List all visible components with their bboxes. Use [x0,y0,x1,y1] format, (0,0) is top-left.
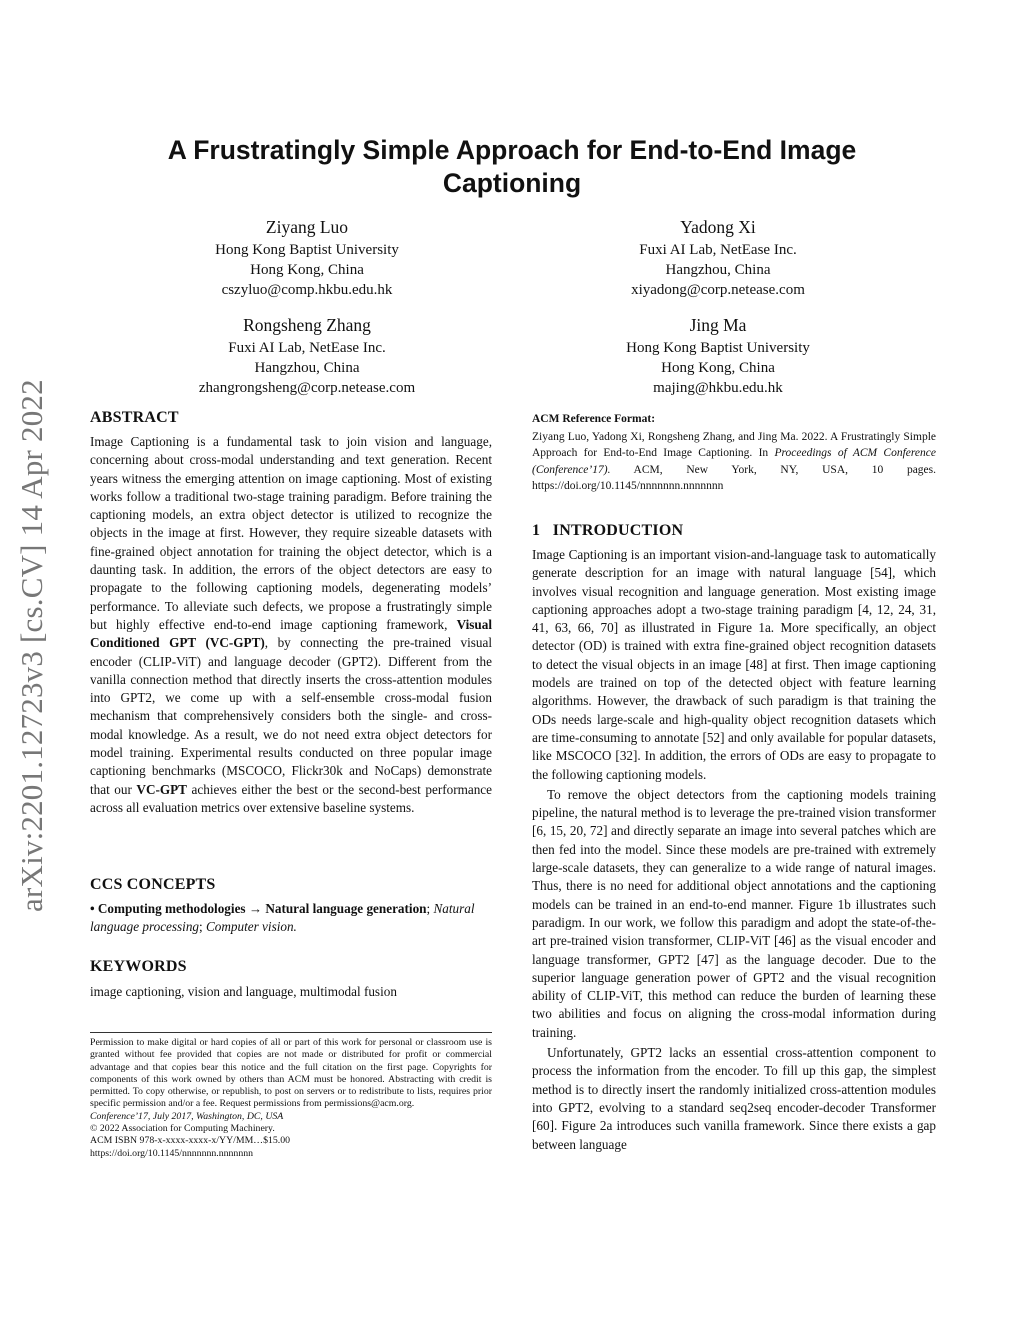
author-email: zhangrongsheng@corp.netease.com [198,380,416,396]
author-name: Rongsheng Zhang [243,315,371,335]
ccs-italic: Computer vision. [206,919,297,935]
conference-line: Conference’17, July 2017, Washington, DC, USA [90,1110,284,1122]
arxiv-side-label: arXiv:2201.12723v3 [cs.CV] 14 Apr 2022 [14,379,49,912]
ccs-bold: • Computing methodologies → Natural language generation [90,901,427,916]
ccs-heading: CCS CONCEPTS [90,876,216,893]
acm-ref-italic: Proceedings of ACM Conference (Conference’17). [532,447,936,476]
ccs-text: • Computing methodologies → Natural language generation; Natural language processing; Computer vision. [90,901,475,935]
author-email: majing@hkbu.edu.hk [653,380,783,396]
isbn-line: ACM ISBN 978-x-xxxx-xxxx-x/YY/MM…$15.00 [90,1135,291,1147]
author-name: Ziyang Luo [265,217,349,237]
ccs-sep: ; [426,901,434,916]
paper-title: A Frustratingly Simple Approach for End-to-End Image Captioning [167,135,857,198]
acm-ref-part: ACM, New York, NY, USA, 10 pages. https://doi.org/10.1145/nnnnnnn.nnnnnnn [532,463,936,493]
acm-ref-text [532,429,936,495]
acm-ref-heading: ACM Reference Format: [532,413,656,425]
author-block [127,216,487,300]
author-affiliation: Hong Kong Baptist University [626,340,810,356]
author-email: cszyluo@comp.hkbu.edu.hk [221,282,393,298]
author-affiliation: Fuxi AI Lab, NetEase Inc. [639,242,797,258]
abstract-bold: Visual Conditioned GPT (VC-GPT) [90,616,492,651]
footnote-divider [90,1032,492,1033]
author-location: Hangzhou, China [254,360,360,376]
intro-paragraph: Image Captioning is an important vision-and-language task to automatically generate description for an image with natural language [54], which involves visual recognition and language generation. Most existing image captioning approaches adopt a two-stage training paradigm [4, 12, 24, 31, 41, 63, 66, 70] as illustrated in Figure 1a. More specifically, an object detector (OD) is trained with extra fine-grained object recognition datasets to detect the visual objects in an image [48] at first. Then image captioning models are trained on top of the detected object with feature learning algorithms. However, the drawback of such paradigm is that training the ODs needs large-scale and high-quality object recognition datasets which are time-consuming to annotate [52] and only available for popular datasets, like MSCOCO [32]. In addition, the errors of ODs are easy to propagate to the following captioning models. [532,547,936,782]
author-affiliation: Hong Kong Baptist University [215,242,399,258]
intro-paragraph: To remove the object detectors from the captioning models training pipeline, the natural method is to leverage the pre-trained vision transformer [6, 15, 20, 72] and directly separate an image into several patches which are then fed into the model. Since these models are pre-trained with extremely large-scale datasets, they can generalize to a wide range of natural images. Thus, there is no need for additional object annotations and the captioning models can be trained in an end-to-end manner. Figure 1b illustrates such paradigm. In our work, we follow this paradigm and adopt the state-of-the-art pre-trained vision transformer, CLIP-ViT [46] as the visual encoder and language transformer, GPT2 [47] as the language decoder. Due to the superior language generation power of GPT2 and the visual recognition ability of CLIP-ViT, this method can reduce the burden of learning these two abilities and focus on aligning the cross-modal information during training. [532,786,936,1040]
keywords-text: image captioning, vision and language, multimodal fusion [90,984,397,999]
author-name: Jing Ma [689,315,747,335]
author-location: Hong Kong, China [661,360,775,376]
abstract-heading: ABSTRACT [90,409,179,426]
author-block [127,314,487,398]
author-email: xiyadong@corp.netease.com [631,282,805,298]
keywords-heading: KEYWORDS [90,958,187,975]
intro-body [532,546,936,1154]
author-block [538,314,898,398]
author-name: Yadong Xi [680,217,756,237]
author-location: Hong Kong, China [250,262,364,278]
copyright-line: © 2022 Association for Computing Machinery. [90,1123,275,1135]
acm-ref-part: Ziyang Luo, Yadong Xi, Rongsheng Zhang, and Jing Ma. 2022. A Frustratingly Simple Approach for End-to-End Image Captioning. In [532,431,936,460]
abstract-text-part: achieves either the best or the second-best performance across all evaluation metrics over extensive baseline systems. [90,781,492,815]
author-location: Hangzhou, China [665,262,771,278]
permission-text: Permission to make digital or hard copies of all or part of this work for personal or classroom use is granted without fee provided that copies are not made or distributed for profit or commercial advantage and that copies bear this notice and the full citation on the first page. Copyrights for components of this work owned by others than ACM must be honored. Abstracting with credit is permitted. To copy otherwise, or republish, to post on servers or to redistribute to lists, requires prior specific permission and/or a fee. Request permissions from permissions@acm.org. [90,1037,492,1110]
author-affiliation: Fuxi AI Lab, NetEase Inc. [228,340,386,356]
abstract-text-part: Image Captioning is a fundamental task to join vision and language, concerning about cross-modal understanding and text generation. Recent years witness the emerging attention on image captioning. Most of existing works follow a traditional two-stage training paradigm. Before training the captioning models, an extra object detector is utilized to recognize the objects in the image at first. However, they require sizeable datasets with fine-grained object annotation for training the object detector, which is a daunting task. In addition, the errors of the object detectors are easy to propagate to the following captioning models, degenerating models’ performance. To alleviate such defects, we propose a frustratingly simple but highly effective end-to-end image captioning framework, [90,434,492,632]
intro-heading: 1 INTRODUCTION [532,522,684,539]
abstract-bold: VC-GPT [136,781,187,797]
intro-paragraph: Unfortunately, GPT2 lacks an essential cross-attention component to process the information from the encoder. To fill up this gap, the simplest method is to directly insert the randomly initialized cross-attention modules into GPT2, evolving to a standard seq2seq encoder-decoder Transformer [60]. Figure 2a introduces such vanilla framework. Since there exists a gap between language [532,1045,936,1152]
abstract-text-part: , by connecting the pre-trained visual encoder (CLIP-ViT) and language decoder (GPT2). Different from the vanilla connection method that directly inserts the cross-attention modules into GPT2, we come up with a self-ensemble cross-modal fusion mechanism that comprehensively considers both the single- and cross-modal knowledge. As a result, we do not need extra object detectors for model training. Experimental results conducted on three popular image captioning benchmarks (MSCOCO, Flickr30k and NoCaps) demonstrate that our [90,635,493,797]
abstract-text [90,433,492,817]
ccs-italic: Natural language processing [90,901,475,935]
author-block [538,216,898,300]
permission-block [90,1037,492,1160]
doi-line: https://doi.org/10.1145/nnnnnnn.nnnnnnn [90,1147,254,1159]
